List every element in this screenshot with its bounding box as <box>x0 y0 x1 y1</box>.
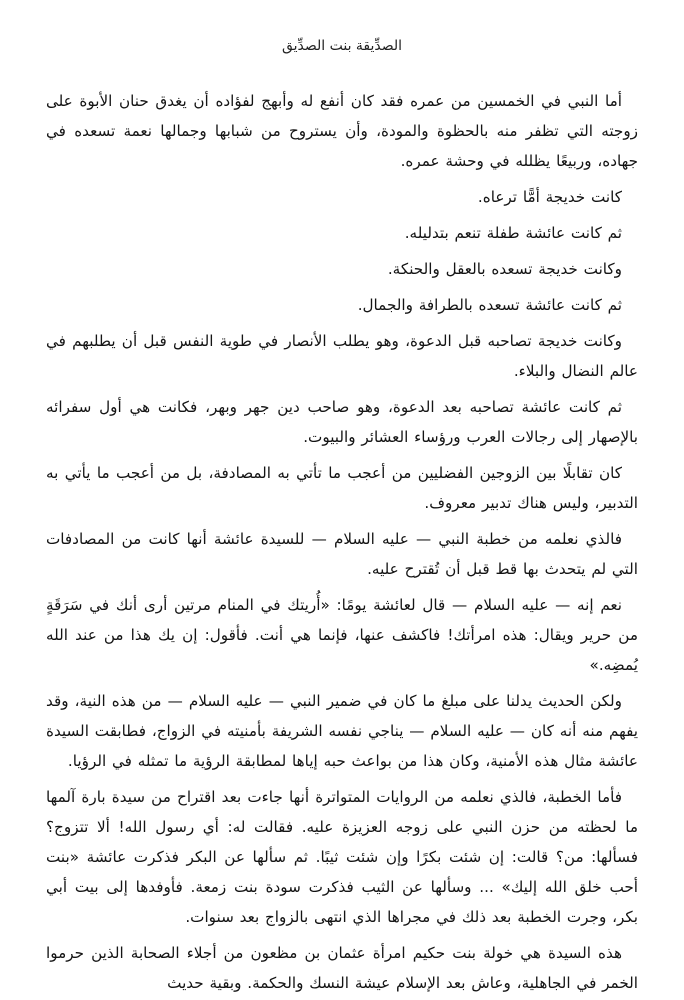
paragraph: وكانت خديجة تصاحبه قبل الدعوة، وهو يطلب الأنصار في طوية النفس قبل أن يطلبهم في عالم النضال والبلاء. <box>46 332 638 380</box>
paragraph: ثم كانت عائشة تصاحبه بعد الدعوة، وهو صاحب دين جهر وبهر، فكانت هي أول سفرائه بالإصهار إلى رجالات العرب ورؤساء العشائر والبيوت. <box>46 398 638 446</box>
paragraph: ثم كانت عائشة تسعده بالطرافة والجمال. <box>357 296 622 314</box>
paragraph: فالذي نعلمه من خطبة النبي — عليه السلام — للسيدة عائشة أنها كانت من المصادفات التي لم يتحدث بها قط قبل أن تُقترح عليه. <box>46 530 638 578</box>
paragraph: كانت خديجة أمًّا ترعاه. <box>477 188 622 206</box>
paragraph: وكانت خديجة تسعده بالعقل والحنكة. <box>387 260 622 278</box>
paragraph: أما النبي في الخمسين من عمره فقد كان أنفع له وأبهج لفؤاده أن يغدق حنان الأبوة على زوجته التي تظفر منه بالحظوة والمودة، وأن يستروح من شبابها وجمالها نعمة تسعده في جهاده، وربيعًا يظلله في وحشة عمره. <box>46 92 638 170</box>
paragraph: كان تقابلًا بين الزوجين الفضليين من أعجب ما تأتي به المصادفة، بل من أعجب ما يأتي به التدبير، وليس هناك تدبير معروف. <box>46 464 638 512</box>
paragraph: نعم إنه — عليه السلام — قال لعائشة يومًا: «أُريتك في المنام مرتين أرى أنك في سَرَقَةٍ من حرير ويقال: هذه امرأتك! فاكشف عنها، فإنما هي أنت. فأقول: إن يك هذا من عند الله يُمضِه.» <box>46 596 638 674</box>
paragraph: هذه السيدة هي خولة بنت حكيم امرأة عثمان بن مظعون من أجلاء الصحابة الذين حرموا الخمر في الجاهلية، وعاش بعد الإسلام عيشة النسك والحكمة. وبقية حديث <box>46 944 638 992</box>
page-body <box>46 86 638 998</box>
paragraph: فأما الخطبة، فالذي نعلمه من الروايات المتواترة أنها جاءت بعد اقتراح من سيدة بارة آلمها ما لحظته من حزن النبي على زوجه العزيزة عليه. فقالت له: أي رسول الله! ألا تتزوج؟ فسألها: من؟ قالت: إن شئت بكرًا وإن شئت ثيبًا. ثم سألها عن البكر فذكرت عائشة «بنت أحب خلق الله إليك» ... وسألها عن الثيب فذكرت سودة بنت زمعة. فأوفدها إلى بيت أبي بكر، وجرت الخطبة بعد ذلك في مجراها الذي انتهى بالزواج بعد سنوات. <box>46 788 638 926</box>
page-title: الصدِّيقة بنت الصدِّيق <box>281 38 403 54</box>
paragraph: ثم كانت عائشة طفلة تنعم بتدليله. <box>404 224 622 242</box>
paragraph: ولكن الحديث يدلنا على مبلغ ما كان في ضمير النبي — عليه السلام — من هذه النية، وقد يفهم منه أنه كان — عليه السلام — يناجي نفسه الشريفة بأمنيته في الزواج، فطابقت السيدة عائشة مثال هذه الأمنية، وكان هذا من بواعث حبه إياها لمطابقة الرؤية ما تمثله في الرؤيا. <box>46 692 638 770</box>
